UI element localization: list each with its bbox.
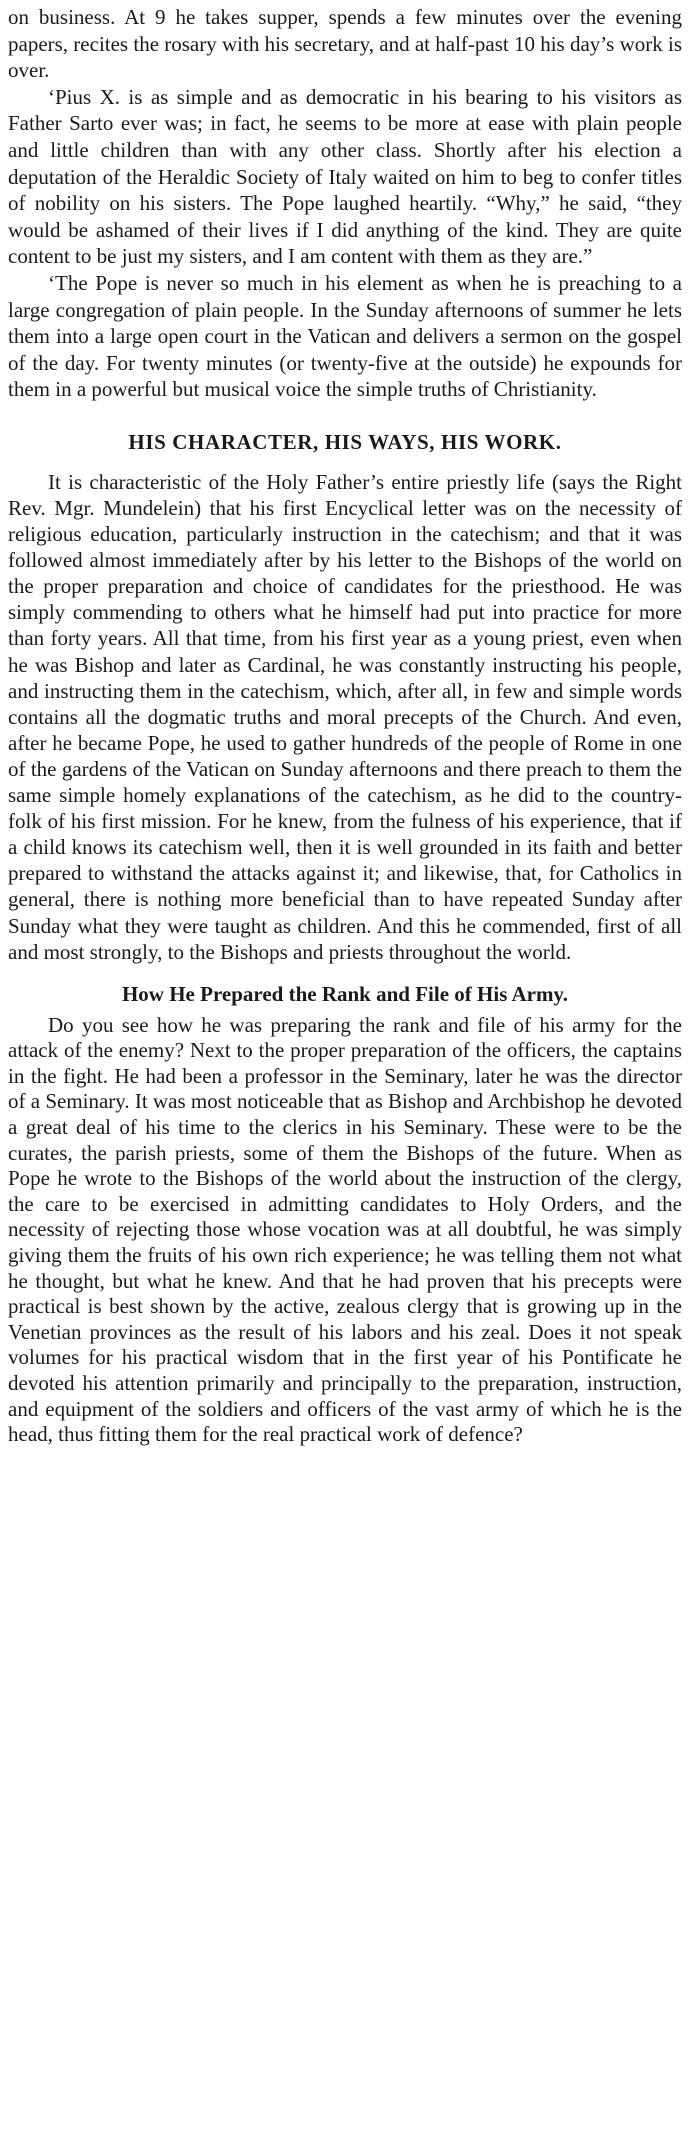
section-heading-character: HIS CHARACTER, HIS WAYS, HIS WORK. — [128, 429, 562, 454]
paragraph-day-end: on business. At 9 he takes supper, spends a few minutes over the evening papers, recites the rosary with his secretary, and at half-past 10 his day’s work is over. — [8, 5, 682, 83]
paragraph-character-body: It is characteristic of the Holy Father’s entire priestly life (says the Right Rev. Mgr. Mundelein) that his first Encyclical letter was on the necessity of religious education, particularly instruction in the catechism; and that it was followed almost immediately after by his letter to the Bishops of the world on the proper preparation and choice of candidates for the priesthood. He was simply commending to others what he himself had put into practice for more than forty years. All that time, from his first year as a young priest, even when he was Bishop and later as Cardinal, he was constantly instructing his people, and instructing them in the catechism, which, after all, in few and simple words contains all the dogmatic truths and moral precepts of the Church. And even, after he became Pope, he used to gather hundreds of the people of Rome in one of the gardens of the Vatican on Sunday afternoons and there preach to them the same simple homely explanations of the catechism, as he did to the country-folk of his first mission. For he knew, from the fulness of his experience, that if a child knows its catechism well, then it is well grounded in its faith and better prepared to withstand the attacks against it; and likewise, that, for Catholics in general, there is nothing more beneficial than to have repeated Sunday after Sunday what they were taught as children. And this he commended, first of all and most strongly, to the Bishops and priests throughout the world. — [8, 469, 682, 964]
section-daily-routine — [8, 4, 682, 403]
paragraph-simple-democratic: ‘Pius X. is as simple and as democratic in his bearing to his visitors as Father Sarto ever was; in fact, he seems to be more at ease with plain people and little children than with any other class. Shortly after his election a deputation of the Heraldic Society of Italy waited on him to beg to confer titles of nobility on his sisters. The Pope laughed heartily. “Why,” he said, “they would be ashamed of their lives if I did anything of the kind. They are quite content to be just my sisters, and I am content with them as they are.” — [8, 84, 682, 269]
section-character — [8, 429, 682, 965]
section-rank-and-file — [8, 981, 682, 1448]
paragraph-preaching: ‘The Pope is never so much in his element as when he is preaching to a large congregation of plain people. In the Sunday afternoons of summer he lets them into a large open court in the Vatican and delivers a sermon on the gospel of the day. For twenty minutes (or twenty-five at the outside) he expounds for them in a powerful but musical voice the simple truths of Christianity. — [8, 270, 682, 402]
paragraph-rank-and-file-body: Do you see how he was preparing the rank and file of his army for the attack of the enemy? Next to the proper preparation of the officers, the captains in the fight. He had been a professor in the Seminary, later he was the director of a Seminary. It was most noticeable that as Bishop and Archbishop he devoted a great deal of his time to the clerics in his Seminary. These were to be the curates, the parish priests, some of them the Bishops of the future. When as Pope he wrote to the Bishops of the world about the instruction of the clergy, the care to be exercised in admitting candidates to Holy Orders, and the necessity of rejecting those whose vocation was at all doubtful, he was simply giving them the fruits of his own rich experience; he was telling them not what he thought, but what he knew. And that he had proven that his precepts were practical is best shown by the active, zealous clergy that is growing up in the Venetian provinces as the result of his labors and his zeal. Does it not speak volumes for his practical wisdom that in the first year of his Pontificate he devoted his attention primarily and principally to the preparation, instruction, and equipment of the soldiers and officers of the vast army of which he is the head, thus fitting them for the real practical work of defence? — [8, 1012, 682, 1447]
section-heading-rank-and-file: How He Prepared the Rank and File of His Army. — [121, 981, 569, 1006]
